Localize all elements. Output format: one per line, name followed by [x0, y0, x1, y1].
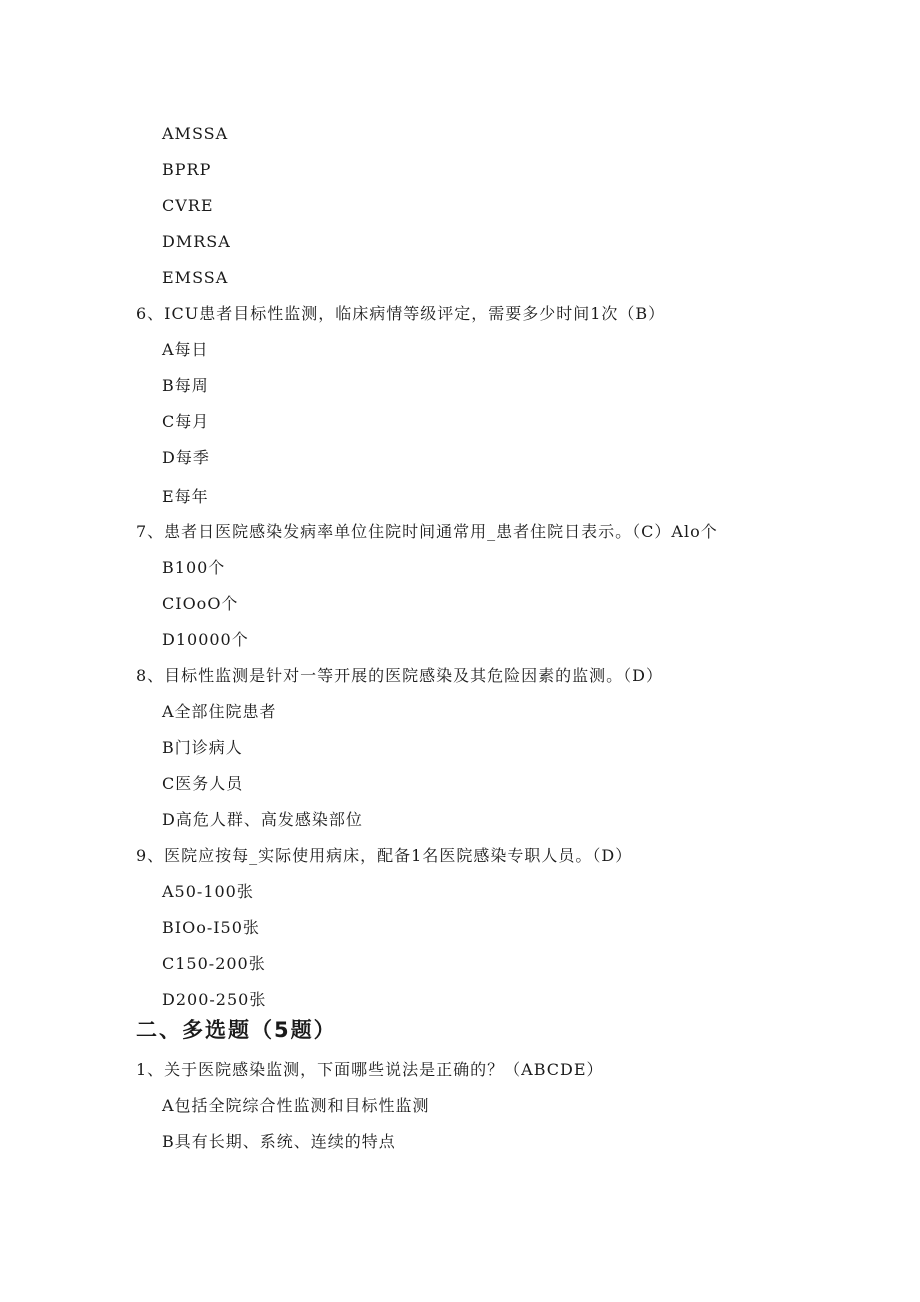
- q6-option-d: D每季: [162, 448, 210, 467]
- q8-option-a: A全部住院患者: [162, 702, 277, 721]
- multi-question-1: 1、关于医院感染监测，下面哪些说法是正确的？（ABCDE）: [136, 1060, 604, 1079]
- q9-option-c: C150-200张: [162, 954, 266, 973]
- q8-option-d: D高危人群、高发感染部位: [162, 810, 363, 829]
- q7-option-d: D10000个: [162, 630, 249, 649]
- section-heading-multiple-choice: 二、多选题（5题）: [136, 1018, 337, 1042]
- q7-option-b: B100个: [162, 558, 226, 577]
- q9-option-d: D200-250张: [162, 990, 267, 1009]
- q5-option-d: DMRSA: [162, 232, 231, 251]
- q6-option-b: B每周: [162, 376, 209, 395]
- question-9: 9、医院应按每_实际使用病床，配备1名医院感染专职人员。（D）: [136, 846, 633, 865]
- q6-option-c: C每月: [162, 412, 210, 431]
- question-6: 6、ICU患者目标性监测，临床病情等级评定，需要多少时间1次（B）: [136, 304, 666, 323]
- question-8: 8、目标性监测是针对一等开展的医院感染及其危险因素的监测。（D）: [136, 666, 664, 685]
- q9-option-b: BIOo-I50张: [162, 918, 260, 937]
- q6-option-e: E每年: [162, 487, 209, 506]
- q5-option-b: BPRP: [162, 160, 212, 179]
- q8-option-c: C医务人员: [162, 774, 244, 793]
- q5-option-c: CVRE: [162, 196, 214, 215]
- q5-option-a: AMSSA: [162, 124, 229, 143]
- q6-option-a: A每日: [162, 340, 209, 359]
- q9-option-a: A50-100张: [162, 882, 254, 901]
- m1-option-a: A包括全院综合性监测和目标性监测: [162, 1096, 430, 1115]
- q7-option-c: CIOoO个: [162, 594, 239, 613]
- q5-option-e: EMSSA: [162, 268, 229, 287]
- question-7: 7、患者日医院感染发病率单位住院时间通常用_患者住院日表示。（C）Alo个: [136, 522, 718, 541]
- m1-option-b: B具有长期、系统、连续的特点: [162, 1132, 396, 1151]
- q8-option-b: B门诊病人: [162, 738, 243, 757]
